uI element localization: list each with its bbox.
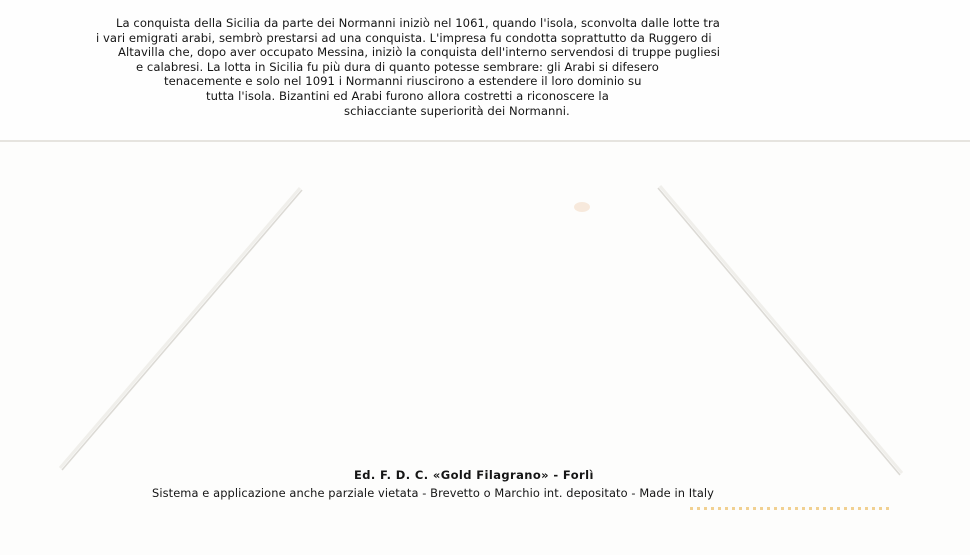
publisher-name: Ed. F. D. C. «Gold Filagrano» - Forlì: [354, 468, 594, 482]
history-line: La conquista della Sicilia da parte dei Normanni iniziò nel 1061, quando l'isola, sconvolta dalle lotte tra: [116, 16, 720, 30]
history-text-block: [96, 16, 856, 118]
history-line: tenacemente e solo nel 1091 i Normanni riuscirono a estendere il loro dominio su: [164, 74, 642, 89]
left-fold-shadow: [60, 188, 300, 468]
history-line: Altavilla che, dopo aver occupato Messina, iniziò la conquista dell'interno servendosi di truppe pugliesi: [118, 45, 721, 60]
history-line: tutta l'isola. Bizantini ed Arabi furono allora costretti a riconoscere la: [206, 88, 609, 103]
right-fold-shadow: [660, 186, 902, 473]
history-line: i vari emigrati arabi, sembrò prestarsi ad una conquista. L'impresa fu condotta soprattutto da Ruggero di: [96, 30, 712, 45]
patent-notice: Sistema e applicazione anche parziale vietata - Brevetto o Marchio int. depositato - Made in Italy: [152, 486, 715, 500]
history-line: e calabresi. La lotta in Sicilia fu più dura di quanto potesse sembrare: gli Arabi si difesero: [136, 59, 659, 74]
history-line: schiacciante superiorità dei Normanni.: [344, 103, 570, 118]
stain-dots: [690, 507, 890, 510]
right-fold-line: [658, 188, 900, 475]
left-fold-line: [62, 190, 302, 470]
paper-stain: [574, 202, 590, 212]
